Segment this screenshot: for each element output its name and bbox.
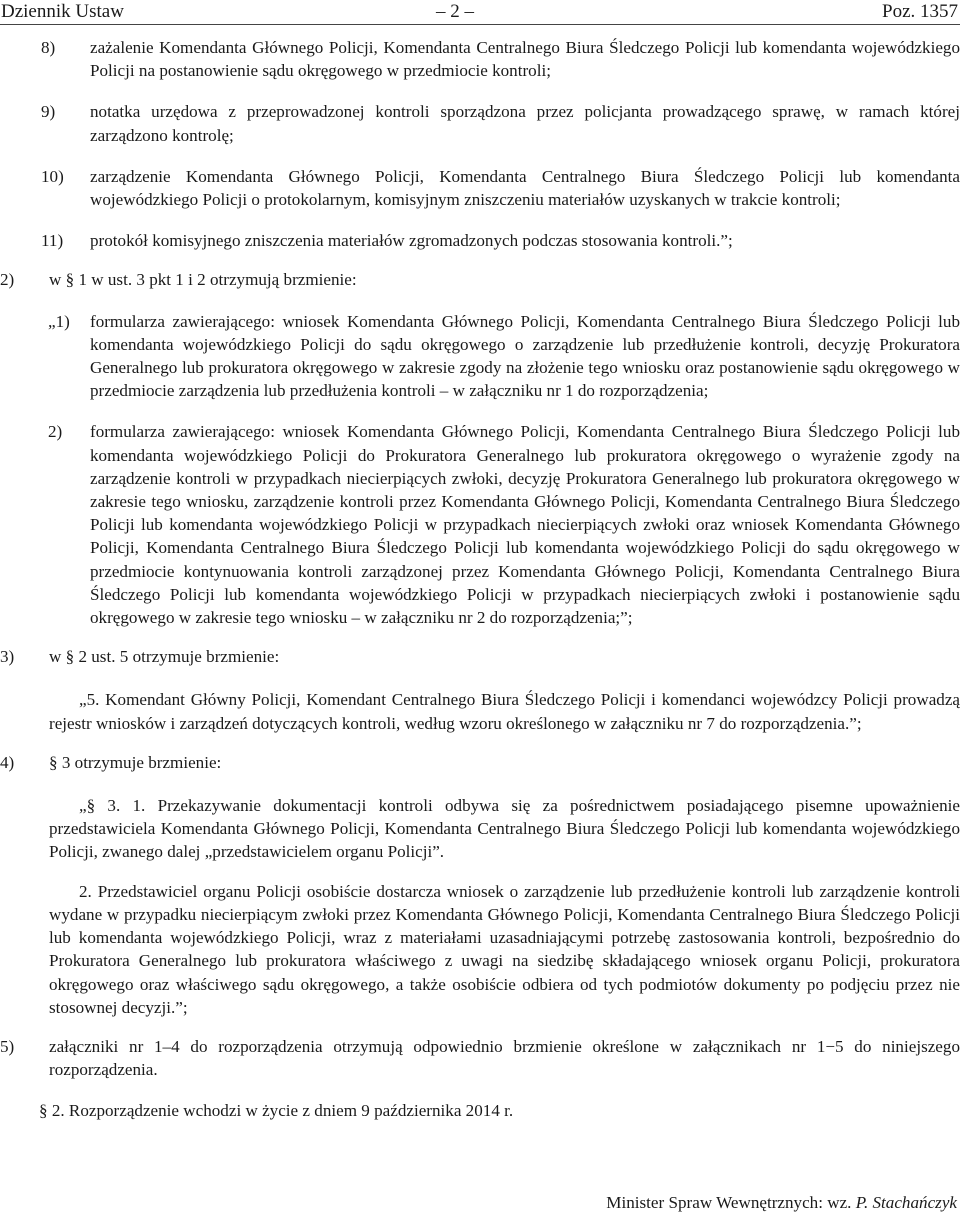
point-number: 4) (0, 752, 15, 772)
quoted-provision: „§ 3. 1. Przekazywanie dokumentacji kontroli odbywa się za pośrednictwem posiadającego pisemne upoważnienie przedstawiciela Komendanta Głównego Policji, Komendanta Centralnego Biura Śledczego Policji lub komendanta wojewódzkiego Policji, zwanego dalej „przedstawicielem organu Policji”. (49, 796, 960, 862)
signatory-name: P. Stachańczyk (855, 1193, 957, 1212)
point-text: § 3 otrzymuje brzmienie: (49, 752, 222, 772)
point-number: 5) (0, 1036, 15, 1056)
amendment-point (0, 1035, 960, 1081)
amendment-point (0, 645, 960, 668)
item-text: formularza zawierającego: wniosek Komendanta Głównego Policji, Komendanta Centralnego Biura Śledczego Policji lub komendanta wojewódzkiego Policji do sądu okręgowego o zarządzenie lub przedłużenie kontroli, decyzję Prokuratora Generalnego lub prokuratora okręgowego w zakresie zgody na złożenie tego wniosku oraz postanowienie sądu okręgowego w przedmiocie zarządzenia lub przedłużenia kontroli – w załączniku nr 1 do rozporządzenia; (90, 311, 960, 401)
signature-line (606, 1191, 957, 1214)
amendment-point (0, 268, 960, 291)
point-text: załączniki nr 1–4 do rozporządzenia otrzymują odpowiednio brzmienie określone w załącznikach nr 1−5 do niniejszego rozporządzenia. (49, 1036, 960, 1080)
list-item (0, 165, 960, 211)
amendment-point (0, 751, 960, 774)
item-number: 11) (41, 231, 64, 251)
item-number: 8) (41, 38, 56, 57)
item-text: notatka urzędowa z przeprowadzonej kontroli sporządzona przez policjanta prowadzącego sprawę, w ramach której zarządzono kontrolę; (90, 102, 960, 145)
point-number: 3) (0, 647, 15, 667)
item-number: „1) (48, 311, 70, 331)
item-text: zarządzenie Komendanta Głównego Policji, Komendanta Centralnego Biura Śledczego Policji lub komendanta wojewódzkiego Policji o protokolarnym, komisyjnym zniszczeniu materiałów uzyskanych w trakcie kontroli; (90, 166, 960, 210)
quoted-provision: 2. Przedstawiciel organu Policji osobiście dostarcza wniosek o zarządzenie lub przedłużenie kontroli lub zarządzenie kontroli wydane w przypadku niecierpiącym zwłoki przez Komendanta Głównego Policji, Komendanta Centralnego Biura Śledczego Policji lub komendanta wojewódzkiego Policji, wraz z materiałami uzasadniającymi potrzebę zastosowania kontroli, bezpośrednio do Prokuratora Generalnego lub prokuratora właściwego z uwagi na siedzibę składającego wniosek organu Policji, prokuratora okręgowego oraz właściwego sądu okręgowego, a także osobiście odbiera od tych podmiotów dokumenty po podjęciu przez nie stosownej decyzji.”; (49, 881, 960, 1017)
item-number: 9) (41, 102, 56, 122)
signature-prefix: Minister Spraw Wewnętrznych: wz. (606, 1193, 856, 1212)
point-text: w § 2 ust. 5 otrzymuje brzmienie: (49, 647, 280, 667)
section-paragraph: § 2. Rozporządzenie wchodzi w życie z dniem 9 października 2014 r. (39, 1101, 514, 1121)
item-number: 10) (41, 166, 64, 186)
quoted-provision: „5. Komendant Główny Policji, Komendant Centralnego Biura Śledczego Policji i komendanci wojewódzcy Policji prowadzą rejestr wniosków i zarządzeń dotyczących kontroli, według wzoru określonego w załączniku nr 7 do rozporządzenia.”; (49, 690, 960, 733)
journal-title: Dziennik Ustaw (1, 1, 124, 22)
item-text: zażalenie Komendanta Głównego Policji, Komendanta Centralnego Biura Śledczego Policji lub komendanta wojewódzkiego Policji na postanowienie sądu okręgowego w przedmiocie kontroli; (90, 38, 960, 81)
list-item (0, 229, 960, 252)
page-number: – 2 – (436, 1, 474, 22)
item-text: protokół komisyjnego zniszczenia materiałów zgromadzonych podczas stosowania kontroli.”; (90, 231, 733, 251)
list-item (0, 420, 960, 629)
list-item (0, 100, 960, 146)
position-number: Poz. 1357 (882, 1, 958, 22)
item-number: 2) (48, 422, 63, 442)
list-item (0, 36, 960, 82)
page-header (0, 0, 960, 25)
document-body (0, 36, 960, 1123)
point-number: 2) (0, 270, 15, 290)
point-text: w § 1 w ust. 3 pkt 1 i 2 otrzymują brzmienie: (49, 270, 357, 290)
item-text: formularza zawierającego: wniosek Komendanta Głównego Policji, Komendanta Centralnego Biura Śledczego Policji lub komendanta wojewódzkiego Policji do Prokuratora Generalnego lub prokuratora okręgowego o wyrażenie zgody na zarządzenie kontroli w przypadkach niecierpiących zwłoki, decyzję Prokuratora Generalnego lub prokuratora okręgowego w zakresie tego wniosku, zarządzenie kontroli przez Komendanta Głównego Policji, Komendanta Centralnego Biura Śledczego Policji lub komendanta wojewódzkiego Policji w przypadkach niecierpiących zwłoki oraz wniosek Komendanta Głównego Policji, Komendanta Centralnego Biura Śledczego Policji lub komendanta wojewódzkiego Policji do sądu okręgowego w przedmiocie kontynuowania kontroli zarządzonej przez Komendanta Głównego Policji, Komendanta Centralnego Biura Śledczego Policji lub komendanta wojewódzkiego Policji w przypadkach niecierpiących zwłoki i postanowienie sądu okręgowego w zakresie tego wniosku – w załączniku nr 2 do rozporządzenia;”; (90, 422, 960, 628)
list-item (0, 310, 960, 403)
